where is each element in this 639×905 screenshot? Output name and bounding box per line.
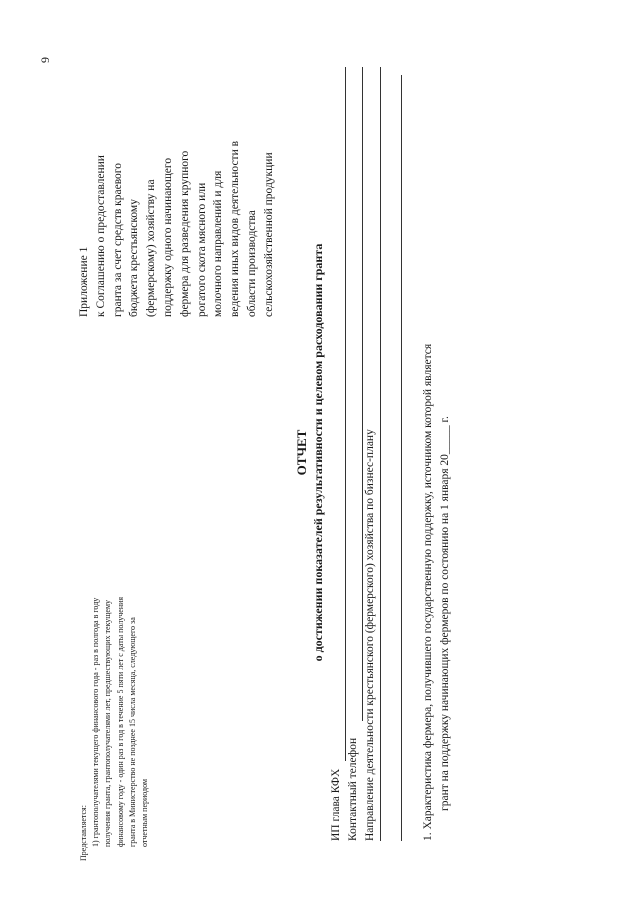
appendix-line: к Соглашению о предоставлении: [94, 155, 107, 317]
appendix-line: фермера для разведения крупного: [178, 150, 191, 317]
presented-title: Представляется:: [79, 805, 88, 861]
presented-line: получения гранта, грантополучателями лет, предшествующих текущему: [103, 599, 113, 847]
head-label: ИП глава КФХ: [330, 768, 342, 841]
appendix-line: рогатого скота мясного или: [195, 182, 208, 317]
direction-input-line[interactable]: [380, 67, 381, 841]
presented-note: [78, 391, 151, 861]
appendix-line: поддержку одного начинающего: [161, 157, 174, 317]
presented-line: отчетным периодом: [140, 778, 150, 847]
presented-line: гранта в Министерство не позднее 15 числа месяца, следующего за: [127, 617, 137, 847]
appendix-line: гранта за счет средств краевого: [111, 163, 124, 317]
appendix-line: молочного направлений и для: [212, 170, 225, 317]
report-title: ОТЧЕТ: [294, 429, 309, 476]
presented-line: финансовому году - один раз в год в течение 5 пяти лет с даты получения: [115, 596, 125, 847]
section-1-line: грант на поддержку начинающих фермеров по состоянию на 1 января 20_____ г.: [439, 416, 451, 811]
page-number: 9: [38, 57, 52, 63]
head-input-line[interactable]: [345, 67, 346, 761]
phone-label: Контактный телефон: [347, 737, 359, 841]
appendix-line: (фермерскому) хозяйству на: [145, 179, 158, 317]
appendix-line: бюджета крестьянскому: [128, 199, 141, 317]
phone-input-line[interactable]: [362, 67, 363, 721]
appendix-line: сельскохозяйственной продукции: [262, 152, 275, 317]
section-separator: [401, 75, 402, 841]
section-1-line: 1. Характеристика фермера, получившего государственную поддержку, источником которой является: [422, 343, 434, 841]
presented-line: 1) грантополучателями текущего финансового года - раз в полгода в году: [91, 597, 101, 847]
report-subtitle: о достижении показателей результативности и целевом расходовании гранта: [311, 243, 325, 662]
appendix-line: ведения иных видов деятельности в: [229, 140, 242, 317]
direction-label: Направление деятельности крестьянского (фермерского) хозяйства по бизнес-плану: [364, 429, 376, 841]
section-1-heading: [420, 61, 454, 841]
appendix-block: [76, 47, 278, 317]
appendix-line: области производства: [245, 210, 258, 317]
appendix-line: Приложение 1: [78, 246, 90, 317]
